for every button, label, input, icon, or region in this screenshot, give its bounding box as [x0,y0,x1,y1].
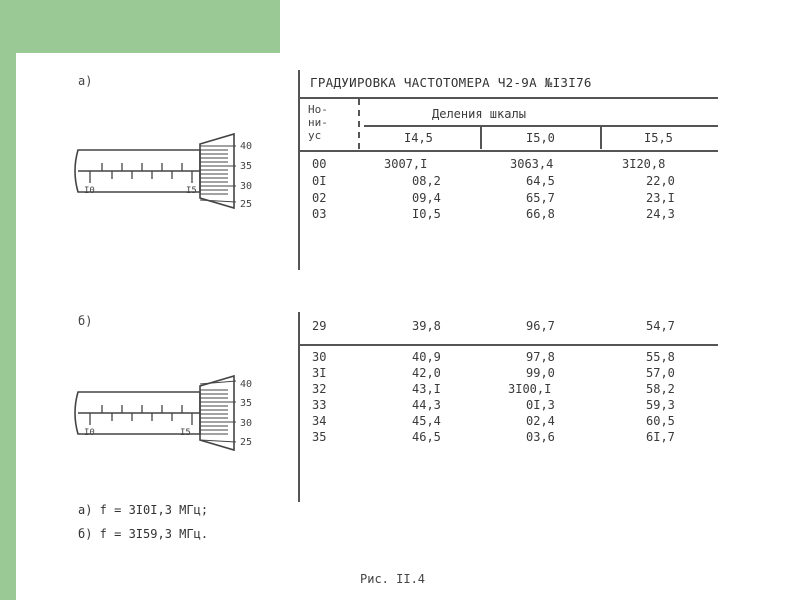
table-cell: 0I [312,174,327,188]
table-rule [298,97,718,99]
table-cell: 35 [312,430,327,444]
dial-b-drum-label: 30 [240,418,253,429]
table-cell: 40,9 [412,350,441,364]
dial-b-drum-label: 25 [240,437,253,448]
table-cell: 57,0 [646,366,675,380]
table-cell: 96,7 [526,319,555,333]
table-cell: 02 [312,191,327,205]
dial-a-drum-label: 25 [240,199,253,210]
table-cell: 42,0 [412,366,441,380]
table-cell: 39,8 [412,319,441,333]
table-cell: 66,8 [526,207,555,221]
formula-a: а) f = 3I0I,3 МГц; [78,503,209,517]
table-divider [600,127,602,149]
nonius-header-line: Но- [308,103,328,116]
column-header: I5,0 [526,131,555,145]
table-divider [480,127,482,149]
column-header: I4,5 [404,131,433,145]
column-header: I5,5 [644,131,673,145]
table-cell: 32 [312,382,327,396]
table-cell: 3I [312,366,327,380]
figure-caption: Рис. II.4 [360,572,426,586]
micrometer-dial-b [68,372,268,454]
table-cell: 02,4 [526,414,555,428]
table-cell: 3007,I [384,157,428,171]
dial-b-scale-right-label: I5 [180,428,191,438]
table-cell: 65,7 [526,191,555,205]
table-cell: 99,0 [526,366,555,380]
table-cell: I0,5 [412,207,441,221]
table-border-left [298,70,300,270]
dial-b-scale-left-label: I0 [84,428,95,438]
micrometer-dial-a [68,130,268,212]
table-cell: 3I20,8 [622,157,666,171]
dial-b-drum-label: 40 [240,379,253,390]
dial-b-drum-label: 35 [240,398,253,409]
table-cell: 43,I [412,382,441,396]
table-cell: 44,3 [412,398,441,412]
decorative-green-header [0,0,280,53]
decorative-green-bar [0,0,16,600]
table-cell: 97,8 [526,350,555,364]
table-cell: 34 [312,414,327,428]
table-cell: 00 [312,157,327,171]
table-cell: 3063,4 [510,157,554,171]
table-cell: 22,0 [646,174,675,188]
table-rule [298,344,718,346]
nonius-header-line: ни- [308,116,328,129]
table-divider [358,99,360,149]
table-border-left [298,312,300,502]
table-rule [298,150,718,152]
table-cell: 59,3 [646,398,675,412]
table-cell: 0I,3 [526,398,555,412]
table-cell: 03 [312,207,327,221]
table-cell: 45,4 [412,414,441,428]
nonius-header-line: ус [308,129,322,142]
dial-a-scale-left-label: I0 [84,186,95,196]
table-cell: 64,5 [526,174,555,188]
dial-a-scale-right-label: I5 [186,186,197,196]
table-rule [364,125,718,127]
table-cell: 6I,7 [646,430,675,444]
table-cell: 08,2 [412,174,441,188]
table-cell: 46,5 [412,430,441,444]
table-cell: 60,5 [646,414,675,428]
table-cell: 24,3 [646,207,675,221]
dial-a-drum-label: 35 [240,161,253,172]
dial-a-drum-label: 40 [240,141,253,152]
table-cell: 29 [312,319,327,333]
section-label-a: а) [78,74,93,88]
table-cell: 54,7 [646,319,675,333]
section-label-b: б) [78,314,93,328]
table-cell: 03,6 [526,430,555,444]
dial-a-drum-label: 30 [240,181,253,192]
table-cell: 23,I [646,191,675,205]
table-cell: 09,4 [412,191,441,205]
table-cell: 3I00,I [508,382,552,396]
table-cell: 58,2 [646,382,675,396]
table-title: ГРАДУИРОВКА ЧАСТОТОМЕРА Ч2-9А №I3I76 [310,75,592,90]
table-cell: 30 [312,350,327,364]
table-cell: 55,8 [646,350,675,364]
formula-b: б) f = 3I59,3 МГц. [78,527,209,541]
table-cell: 33 [312,398,327,412]
scale-divisions-header: Деления шкалы [432,107,526,121]
